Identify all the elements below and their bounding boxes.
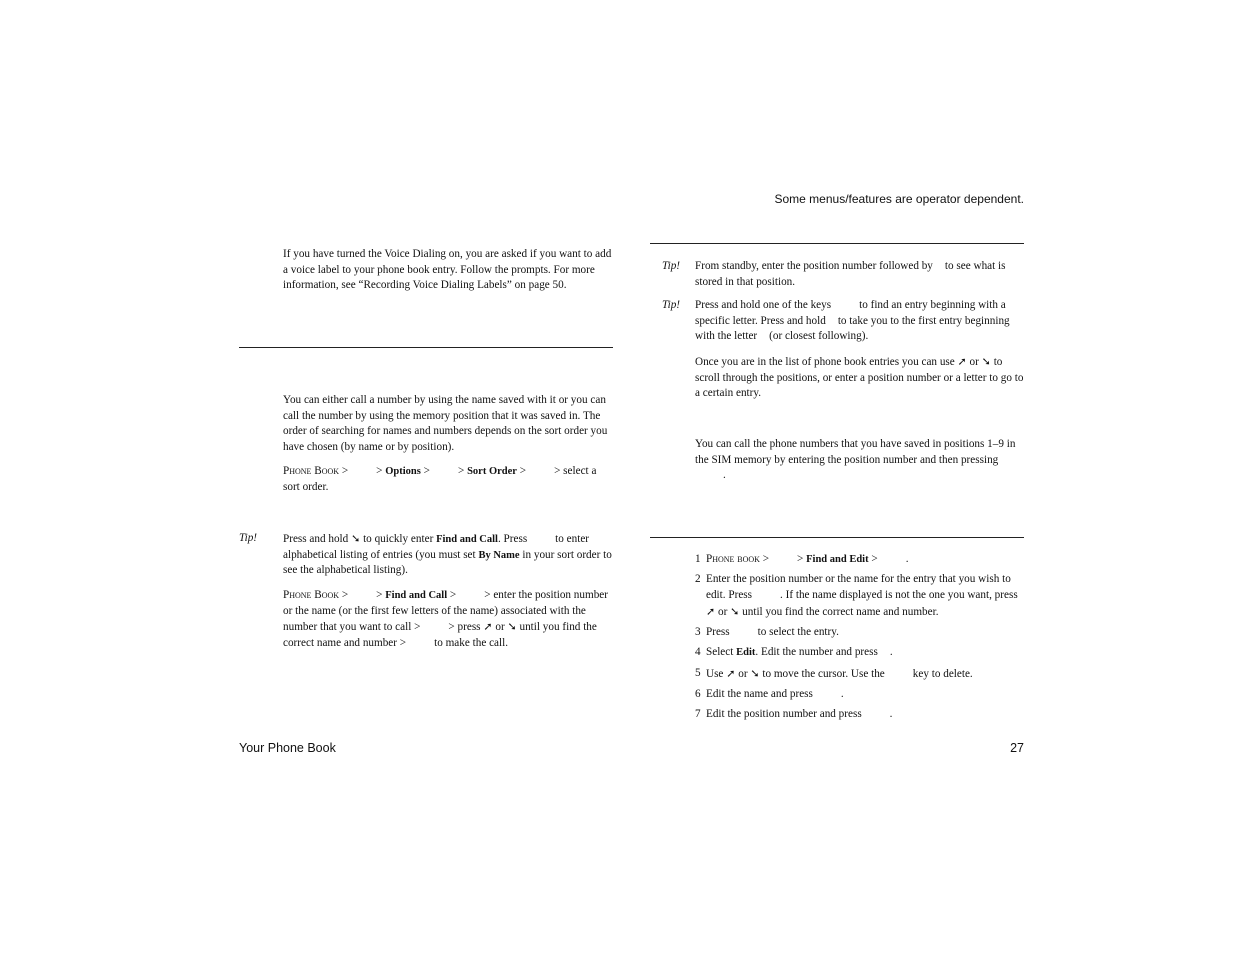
tip-letter-keys: Press and hold one of the keys to find an entry beginning with a specific letter. Press and hold to take you to the first entry beginning with the letter (or closest following). [695, 299, 1010, 343]
list-item: 5 Use ➚ or ➘ to move the cursor. Use the key to delete. [695, 666, 973, 680]
sort-order-instruction: Phone Book > > Options > > Sort Order > > select a sort order. [283, 465, 597, 493]
section-divider-left [239, 347, 613, 348]
page-number: 27 [1010, 741, 1024, 755]
list-item: 7 Edit the position number and press . [695, 708, 893, 721]
edit-steps-list [695, 552, 1027, 727]
down-right-arrow-icon: ➘ [351, 532, 361, 545]
tip-label-right-1: Tip! [662, 260, 681, 272]
section-divider-right-top [650, 243, 1024, 244]
operator-note: Some menus/features are operator dependent. [774, 192, 1024, 206]
list-item: 4 Select Edit. Edit the number and press . [695, 646, 893, 659]
tip-position-number: From standby, enter the position number followed by to see what is stored in that position. [695, 260, 1006, 288]
footer-section-title: Your Phone Book [239, 741, 336, 755]
up-left-arrow-icon: ➚ [957, 355, 967, 368]
phone-book-menu: Phone Book [283, 465, 340, 477]
sim-memory-paragraph: You can call the phone numbers that you have saved in positions 1–9 in the SIM memory by entering the position number and then pressing. [695, 438, 1016, 482]
down-right-arrow-icon: ➘ [750, 666, 760, 680]
list-item: 3 Press to select the entry. [695, 626, 839, 638]
down-right-arrow-icon: ➘ [730, 604, 740, 618]
up-left-arrow-icon: ➚ [483, 620, 493, 634]
list-item: 6 Edit the name and press . [695, 687, 844, 700]
tip-label-left: Tip! [239, 532, 258, 544]
list-item: 1 Phone book > > Find and Edit > . [695, 553, 909, 565]
tip-find-and-call: Press and hold ➘ to quickly enter Find and Call. Press to enter alphabetical listing of entries (you must set By Name in your sort order to see the alphabetical listing). [283, 532, 612, 577]
call-intro-paragraph: You can either call a number by using the name saved with it or you can call the number by using the memory position that it was saved in. The order of searching for names and numbers depends on the sort order you have chosen (by name or by position). [283, 394, 608, 454]
down-right-arrow-icon: ➘ [981, 355, 991, 368]
find-and-call-instruction: Phone Book > > Find and Call > > enter the position number or the name (or the first few letters of the name) associated with the number that you want to call > > press ➚ or ➘ until you find the correct name and number > to make the call. [283, 589, 608, 650]
options-menu: Options [385, 466, 421, 477]
down-right-arrow-icon: ➘ [507, 620, 517, 634]
tip-label-right-2: Tip! [662, 299, 681, 311]
up-left-arrow-icon: ➚ [726, 666, 736, 680]
voice-dialing-paragraph: If you have turned the Voice Dialing on, you are asked if you want to add a voice label to your phone book entry. Follow the prompts. For more information, see “Recording Voice Dialing Labels” on page 50. [283, 248, 612, 292]
up-left-arrow-icon: ➚ [706, 604, 716, 618]
list-item: 2 Enter the position number or the name for the entry that you wish to edit. Press . If the name displayed is not the one you want, press ➚ or ➘ until you find the correct name and number. [695, 573, 1018, 618]
scroll-paragraph: Once you are in the list of phone book entries you can use ➚ or ➘ to scroll through the positions, or enter a position number or a letter to go to a certain entry. [695, 355, 1024, 400]
sort-order-menu: Sort Order [467, 466, 517, 477]
section-divider-right-bottom [650, 537, 1024, 538]
